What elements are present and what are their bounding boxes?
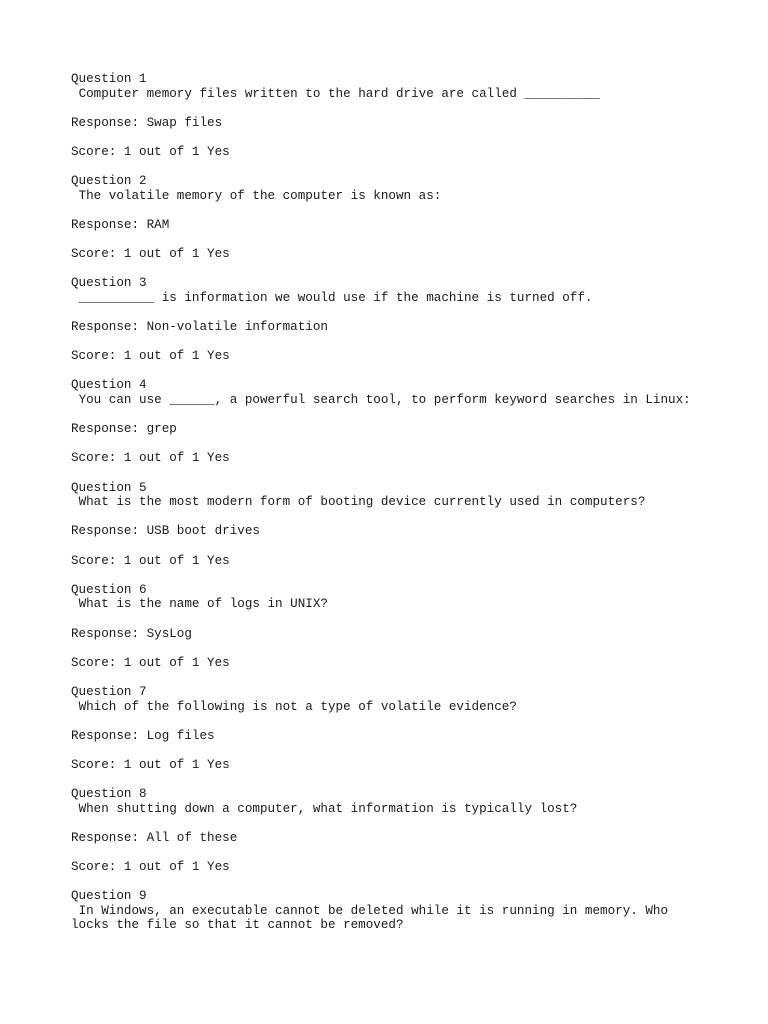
score-text: Score: 1 out of 1 Yes [71, 451, 230, 466]
response-text: Response: Non-volatile information [71, 320, 328, 335]
question-block-4 [71, 378, 701, 466]
score-text: Score: 1 out of 1 Yes [71, 247, 230, 262]
score-text: Score: 1 out of 1 Yes [71, 553, 230, 568]
response-text: Response: SysLog [71, 626, 192, 641]
question-block-3 [71, 276, 701, 364]
question-text: What is the most modern form of booting device currently used in computers? [71, 495, 646, 510]
question-block-7 [71, 685, 701, 773]
question-block-1 [71, 72, 701, 160]
question-block-6 [71, 583, 701, 671]
question-heading: Question 7 [71, 684, 147, 699]
question-heading: Question 4 [71, 378, 147, 393]
question-heading: Question 5 [71, 480, 147, 495]
question-text: Which of the following is not a type of volatile evidence? [71, 699, 517, 714]
question-text: Computer memory files written to the hard drive are called __________ [71, 86, 601, 101]
score-text: Score: 1 out of 1 Yes [71, 860, 230, 875]
question-heading: Question 9 [71, 889, 147, 904]
question-heading: Question 3 [71, 276, 147, 291]
question-text: What is the name of logs in UNIX? [71, 597, 328, 612]
question-block-9 [71, 889, 701, 933]
score-text: Score: 1 out of 1 Yes [71, 144, 230, 159]
question-text: The volatile memory of the computer is known as: [71, 188, 442, 203]
score-text: Score: 1 out of 1 Yes [71, 655, 230, 670]
score-text: Score: 1 out of 1 Yes [71, 349, 230, 364]
question-text: When shutting down a computer, what information is typically lost? [71, 801, 578, 816]
question-heading: Question 2 [71, 174, 147, 189]
question-text: __________ is information we would use if the machine is turned off. [71, 290, 593, 305]
question-block-5 [71, 481, 701, 569]
question-heading: Question 6 [71, 582, 147, 597]
response-text: Response: Log files [71, 728, 215, 743]
response-text: Response: RAM [71, 217, 170, 232]
response-text: Response: grep [71, 422, 177, 437]
question-text: In Windows, an executable cannot be deleted while it is running in memory. Who locks the file so that it cannot be removed? [71, 903, 676, 933]
response-text: Response: Swap files [71, 115, 223, 130]
response-text: Response: All of these [71, 830, 238, 845]
question-block-2 [71, 174, 701, 262]
question-block-8 [71, 787, 701, 875]
response-text: Response: USB boot drives [71, 524, 260, 539]
question-text: You can use ______, a powerful search tool, to perform keyword searches in Linux: [71, 393, 691, 408]
question-heading: Question 1 [71, 72, 147, 86]
score-text: Score: 1 out of 1 Yes [71, 757, 230, 772]
question-heading: Question 8 [71, 787, 147, 802]
quiz-results-document [71, 72, 701, 948]
